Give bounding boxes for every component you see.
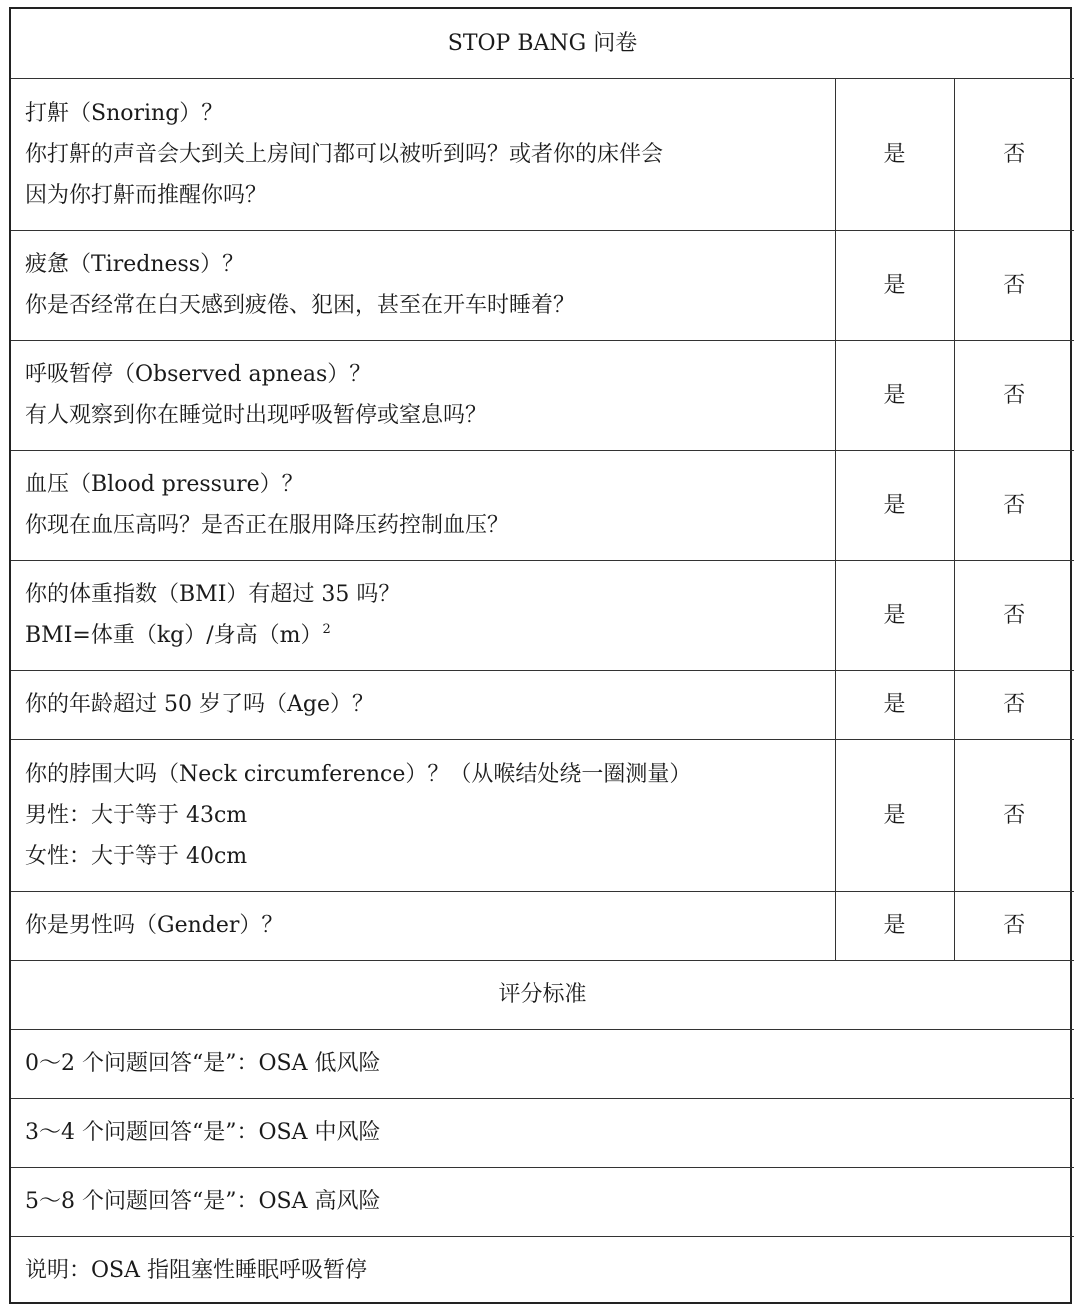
- question-heading: 疲惫（Tiredness）？: [25, 252, 245, 277]
- scoring-header: 评分标准: [11, 960, 1074, 1029]
- osa-note: 说明：OSA 指阻塞性睡眠呼吸暂停: [11, 1236, 1074, 1305]
- question-heading: 你是男性吗（Gender）？: [25, 913, 284, 938]
- scoring-row: [11, 1167, 1074, 1236]
- question-cell: [11, 670, 835, 739]
- question-row-tiredness: [11, 230, 1074, 340]
- bmi-formula-exponent: 2: [322, 622, 331, 637]
- question-text: 有人观察到你在睡觉时出现呼吸暂停或窒息吗？: [25, 403, 488, 428]
- question-text: 你是否经常在白天感到疲倦、犯困，甚至在开车时睡着？: [25, 293, 576, 318]
- yes-option[interactable]: 是: [835, 739, 954, 891]
- question-heading: 血压（Blood pressure）？: [25, 472, 304, 497]
- no-option[interactable]: 否: [954, 891, 1074, 960]
- question-text: 因为你打鼾而推醒你吗？: [25, 182, 268, 208]
- question-text: 女性：大于等于 40cm: [25, 843, 248, 869]
- yes-option[interactable]: 是: [835, 340, 954, 450]
- title-row: [11, 9, 1074, 78]
- question-row-apneas: [11, 340, 1074, 450]
- question-heading: 你的年龄超过 50 岁了吗（Age）？: [25, 692, 374, 717]
- question-row-gender: [11, 891, 1074, 960]
- question-heading: 打鼾（Snoring）？: [25, 100, 224, 126]
- question-cell: [11, 450, 835, 560]
- yes-option[interactable]: 是: [835, 891, 954, 960]
- question-row-bmi: [11, 560, 1074, 670]
- yes-option[interactable]: 是: [835, 230, 954, 340]
- question-heading: 你的体重指数（BMI）有超过 35 吗？: [25, 582, 401, 607]
- yes-option[interactable]: 是: [835, 560, 954, 670]
- question-row-blood-pressure: [11, 450, 1074, 560]
- question-text: 你打鼾的声音会大到关上房间门都可以被听到吗？或者你的床伴会: [25, 141, 664, 167]
- question-heading: 呼吸暂停（Observed apneas）？: [25, 362, 372, 387]
- question-cell: [11, 560, 835, 670]
- yes-option[interactable]: 是: [835, 450, 954, 560]
- no-option[interactable]: 否: [954, 670, 1074, 739]
- question-cell: [11, 340, 835, 450]
- question-row-neck: [11, 739, 1074, 891]
- scoring-high-risk: 5～8 个问题回答“是”：OSA 高风险: [11, 1167, 1074, 1236]
- question-heading: 你的脖围大吗（Neck circumference）？（从喉结处绕一圈测量）: [25, 761, 692, 787]
- no-option[interactable]: 否: [954, 340, 1074, 450]
- no-option[interactable]: 否: [954, 230, 1074, 340]
- stop-bang-table: [11, 9, 1074, 1305]
- question-row-snoring: [11, 78, 1074, 230]
- question-cell: [11, 891, 835, 960]
- note-row: [11, 1236, 1074, 1305]
- scoring-low-risk: 0～2 个问题回答“是”：OSA 低风险: [11, 1029, 1074, 1098]
- question-text: 男性：大于等于 43cm: [25, 802, 248, 828]
- yes-option[interactable]: 是: [835, 670, 954, 739]
- scoring-medium-risk: 3～4 个问题回答“是”：OSA 中风险: [11, 1098, 1074, 1167]
- question-text: 你现在血压高吗？是否正在服用降压药控制血压？: [25, 513, 510, 538]
- question-cell: [11, 739, 835, 891]
- table-title: STOP BANG 问卷: [11, 9, 1074, 78]
- questionnaire-table-frame: [9, 7, 1072, 1304]
- scoring-row: [11, 1029, 1074, 1098]
- bmi-formula: [25, 615, 821, 656]
- question-cell: [11, 230, 835, 340]
- yes-option[interactable]: 是: [835, 78, 954, 230]
- scoring-row: [11, 1098, 1074, 1167]
- bmi-formula-text: BMI=体重（kg）/身高（m）: [25, 623, 323, 648]
- scoring-header-row: [11, 960, 1074, 1029]
- no-option[interactable]: 否: [954, 450, 1074, 560]
- question-row-age: [11, 670, 1074, 739]
- no-option[interactable]: 否: [954, 560, 1074, 670]
- no-option[interactable]: 否: [954, 78, 1074, 230]
- no-option[interactable]: 否: [954, 739, 1074, 891]
- question-cell: [11, 78, 835, 230]
